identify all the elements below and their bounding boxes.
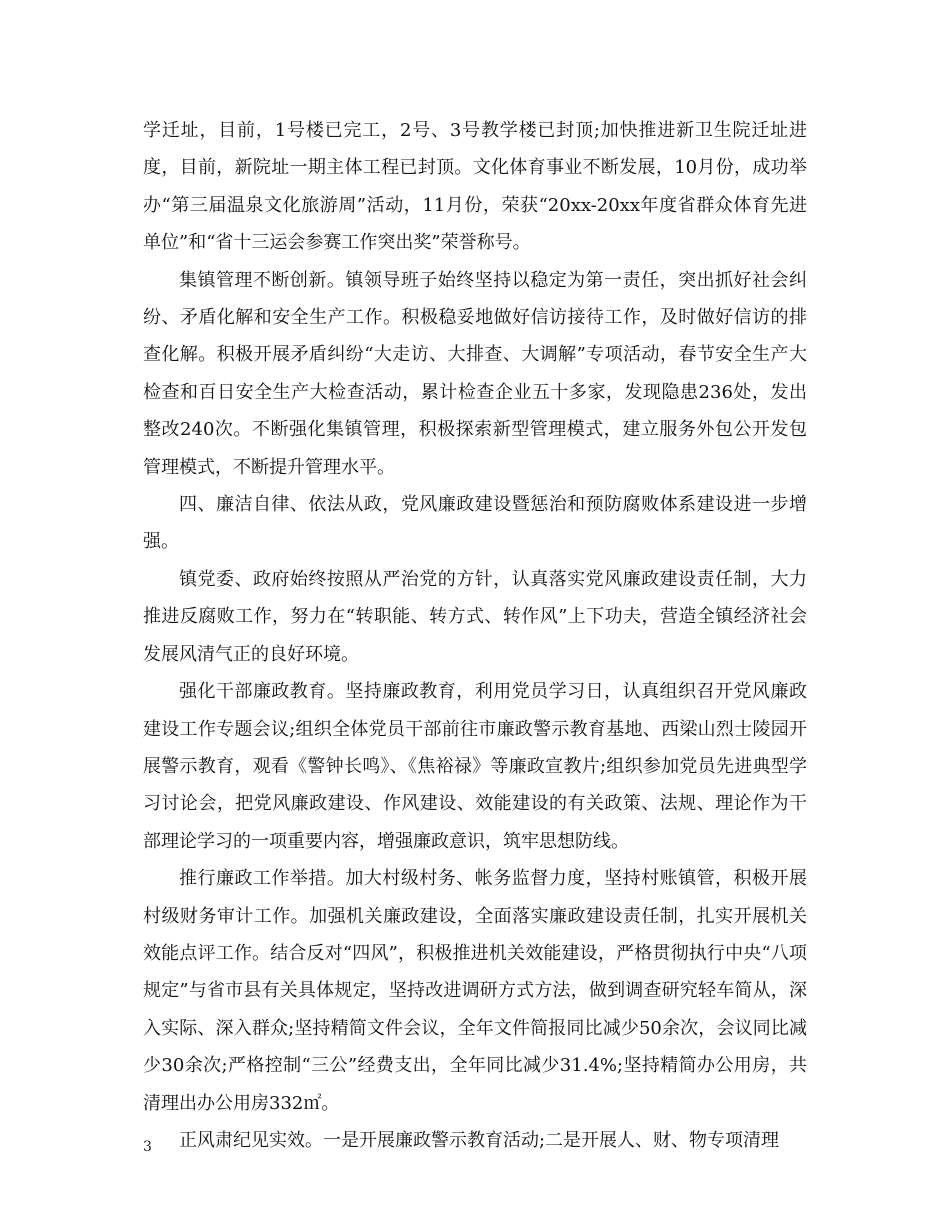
document-body <box>143 112 807 1159</box>
paragraph-7: 正风肃纪见实效。一是开展廉政警示教育活动;二是开展人、财、物专项清理 <box>179 1129 780 1151</box>
page-number: 3 <box>143 1139 152 1155</box>
paragraph-2: 集镇管理不断创新。镇领导班子始终坚持以稳定为第一责任，突出抓好社会纠纷、矛盾化解和安全生产工作。积极稳妥地做好信访接待工作，及时做好信访的排查化解。积极开展矛盾纠纷“大走访、大排查、大调解”专项活动，春节安全生产大检查和百日安全生产大检查活动，累计检查企业五十多家，发现隐患236处，发出整改240次。不断强化集镇管理，积极探索新型管理模式，建立服务外包公开发包管理模式，不断提升管理水平。 <box>143 269 807 478</box>
paragraph-1: 学迁址，目前，1号楼已完工，2号、3号教学楼已封顶;加快推进新卫生院迁址进度，目前，新院址一期主体工程已封顶。文化体育事业不断发展，10月份，成功举办“第三届温泉文化旅游周”活动，11月份，荣获“20xx-20xx年度省群众体育先进单位”和“省十三运会参赛工作突出奖”荣誉称号。 <box>143 120 807 254</box>
paragraph-3: 四、廉洁自律、依法从政，党风廉政建设暨惩治和预防腐败体系建设进一步增强。 <box>143 494 807 553</box>
paragraph-5: 强化干部廉政教育。坚持廉政教育，利用党员学习日，认真组织召开党风廉政建设工作专题会议;组织全体党员干部前往市廉政警示教育基地、西梁山烈士陵园开展警示教育，观看《警钟长鸣》、《焦裕禄》等廉政宣教片;组织参加党员先进典型学习讨论会，把党风廉政建设、作风建设、效能建设的有关政策、法规、理论作为干部理论学习的一项重要内容，增强廉政意识，筑牢思想防线。 <box>143 681 807 852</box>
paragraph-6: 推行廉政工作举措。加大村级村务、帐务监督力度，坚持村账镇管，积极开展村级财务审计工作。加强机关廉政建设，全面落实廉政建设责任制，扎实开展机关效能点评工作。结合反对“四风”，积极推进机关效能建设，严格贯彻执行中央“八项规定”与省市县有关具体规定，坚持改进调研方式方法，做到调查研究轻车简从，深入实际、深入群众;坚持精简文件会议，全年文件简报同比减少50余次，会议同比减少30余次;严格控制“三公”经费支出，全年同比减少31.4%;坚持精简办公用房，共清理出办公用房332㎡。 <box>143 868 807 1114</box>
paragraph-4: 镇党委、政府始终按照从严治党的方针，认真落实党风廉政建设责任制，大力推进反腐败工作，努力在“转职能、转方式、转作风”上下功夫，营造全镇经济社会发展风清气正的良好环境。 <box>143 568 807 665</box>
